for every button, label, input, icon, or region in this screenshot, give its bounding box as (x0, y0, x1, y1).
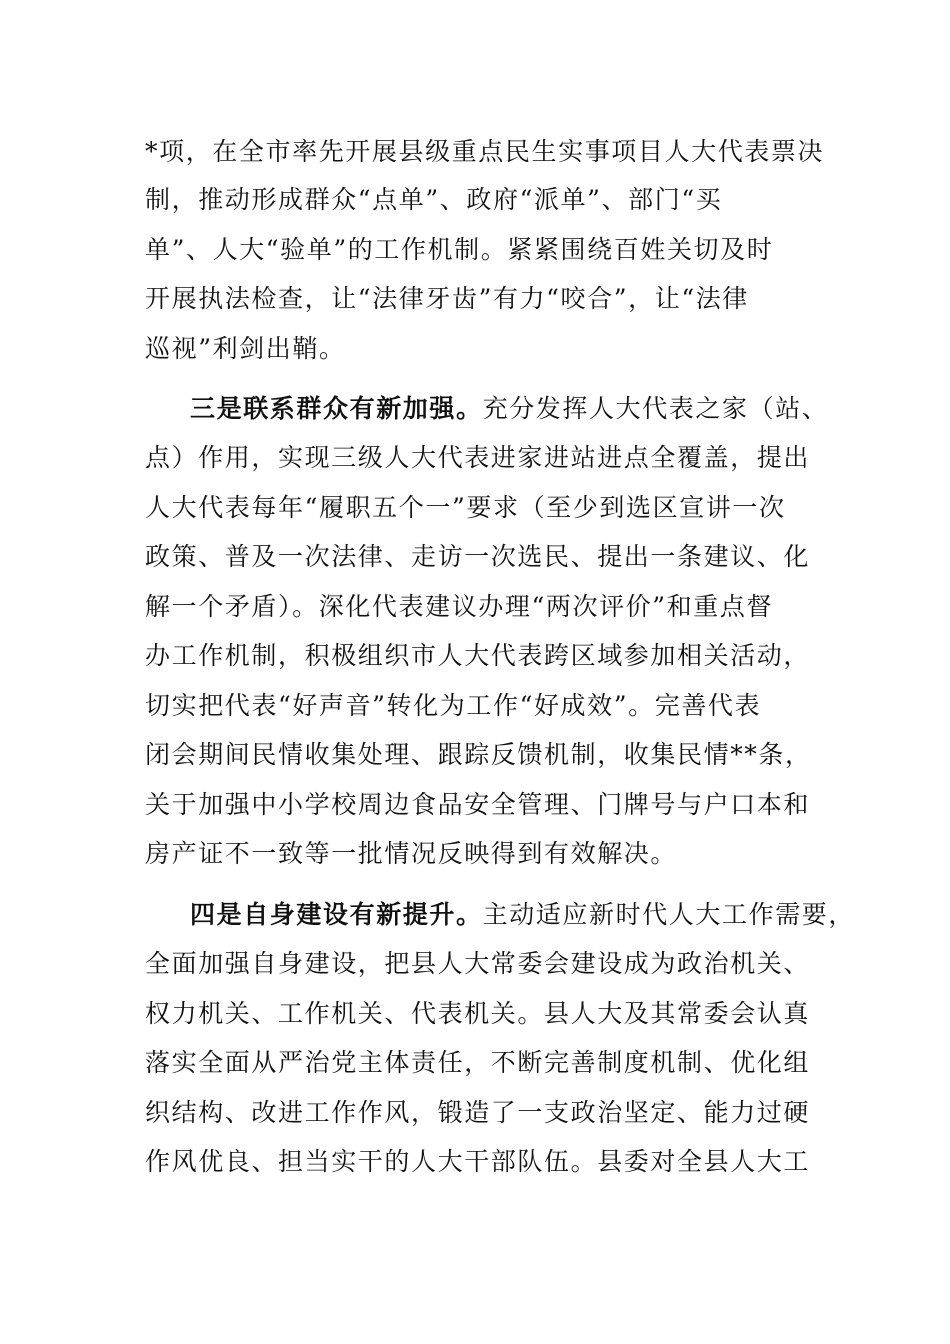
paragraph-line: 权力机关、工作机关、代表机关。县人大及其常委会认真 (145, 999, 811, 1028)
paragraph-line: 落实全面从严治党主体责任，不断完善制度机制、优化组 (145, 1048, 811, 1077)
paragraph-line: 解一个矛盾）。深化代表建议办理“两次评价”和重点督 (145, 592, 774, 621)
paragraph-line: 制，推动形成群众“点单”、政府“派单”、部门“买 (145, 185, 723, 214)
paragraph-line: 织结构、改进工作作风，锻造了一支政治坚定、能力过硬 (145, 1098, 811, 1127)
paragraph-line: 闭会期间民情收集处理、跟踪反馈机制，收集民情**条， (145, 740, 812, 769)
paragraph-text: 充分发挥人大代表之家（站、 (482, 394, 829, 423)
paragraph-line: 点）作用，实现三级人大代表进家进站进点全覆盖，提出 (145, 443, 811, 472)
paragraph-line: 房产证不一致等一批情况反映得到有效解决。 (145, 839, 678, 868)
paragraph-line: 办工作机制，积极组织市人大代表跨区域参加相关活动， (145, 641, 811, 670)
paragraph-line: 切实把代表“好声音”转化为工作“好成效”。完善代表 (145, 691, 762, 720)
paragraph-first-line (190, 900, 855, 930)
paragraph-line: *项，在全市率先开展县级重点民生实事项目人大代表票决 (145, 137, 825, 166)
paragraph-text: 主动适应新时代人大工作需要， (482, 900, 856, 929)
paragraph-line: 开展执法检查，让“法律牙齿”有力“咬合”，让“法律 (145, 284, 749, 313)
section-heading: 四是自身建设有新提升。 (190, 900, 483, 929)
paragraph-line: 单”、人大“验单”的工作机制。紧紧围绕百姓关切及时 (145, 235, 774, 264)
paragraph-line: 巡视”利剑出鞘。 (145, 334, 346, 363)
section-heading: 三是联系群众有新加强。 (190, 394, 483, 423)
paragraph-line: 政策、普及一次法律、走访一次选民、提出一条建议、化 (145, 542, 811, 571)
paragraph-line: 人大代表每年“履职五个一”要求（至少到选区宣讲一次 (145, 493, 786, 522)
paragraph-first-line (190, 394, 828, 424)
paragraph-line: 作风优良、担当实干的人大干部队伍。县委对全县人大工 (145, 1147, 811, 1176)
paragraph-line: 关于加强中小学校周边食品安全管理、门牌号与户口本和 (145, 790, 811, 819)
paragraph-line: 全面加强自身建设，把县人大常委会建设成为政治机关、 (145, 949, 811, 978)
